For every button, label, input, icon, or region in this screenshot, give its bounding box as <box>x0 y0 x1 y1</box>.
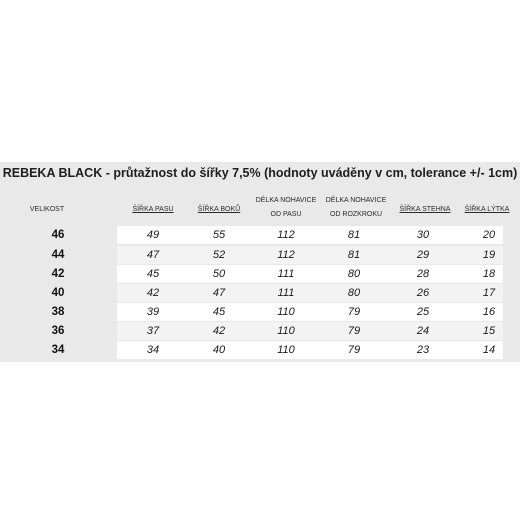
sirka-boku-cell: 45 <box>212 306 226 318</box>
table-row <box>0 246 520 264</box>
header-delka-od-rozkroku <box>316 196 396 219</box>
delka-od-pasu-cell: 111 <box>277 268 295 280</box>
header-sirka-pasu <box>118 205 188 214</box>
delka-od-rozkroku-cell: 80 <box>347 268 361 280</box>
delka-od-pasu-cell: 111 <box>277 287 295 299</box>
sirka-pasu-cell: 37 <box>146 325 160 337</box>
delka-od-rozkroku-cell: 79 <box>347 306 361 318</box>
sirka-lytka-cell: 20 <box>482 229 496 241</box>
delka-od-pasu-cell: 110 <box>277 306 295 318</box>
delka-od-rozkroku-cell: 79 <box>347 325 361 337</box>
size-cell: 34 <box>51 344 65 356</box>
header-delka-od-pasu-line2: OD PASU <box>270 211 302 218</box>
header-sirka-pasu-label: ŠÍŘKA PASU <box>132 206 174 213</box>
header-velikost <box>22 205 72 214</box>
sirka-pasu-cell: 47 <box>146 249 160 261</box>
sirka-boku-cell: 52 <box>212 249 226 261</box>
sirka-stehna-cell: 30 <box>416 229 430 241</box>
header-sirka-boku-label: ŠÍŘKA BOKŮ <box>197 206 241 213</box>
size-cell: 46 <box>51 229 65 241</box>
header-sirka-stehna-label: ŠÍŘKA STEHNA <box>399 206 451 213</box>
delka-od-pasu-cell: 110 <box>277 344 295 356</box>
delka-od-pasu-cell: 112 <box>277 249 295 261</box>
header-delka-od-rozkroku-line2: OD ROZKROKU <box>329 211 383 218</box>
sirka-pasu-cell: 34 <box>146 344 160 356</box>
sirka-stehna-cell: 25 <box>416 306 430 318</box>
size-cell: 42 <box>51 268 65 280</box>
sirka-boku-cell: 47 <box>212 287 226 299</box>
table-row <box>0 322 520 340</box>
sirka-lytka-cell: 17 <box>482 287 496 299</box>
sirka-boku-cell: 55 <box>212 229 226 241</box>
sirka-pasu-cell: 49 <box>146 229 160 241</box>
delka-od-pasu-cell: 112 <box>277 229 295 241</box>
sirka-pasu-cell: 42 <box>146 287 160 299</box>
delka-od-rozkroku-cell: 80 <box>347 287 361 299</box>
table-row <box>0 226 520 244</box>
table-title: REBEKA BLACK - průtažnost do šířky 7,5% (hodnoty uváděny v cm, tolerance +/- 1cm) <box>2 166 518 180</box>
header-velikost-label: VELIKOST <box>29 206 65 213</box>
sirka-lytka-cell: 18 <box>482 268 496 280</box>
header-sirka-lytka-label: ŠÍŘKA LÝTKA <box>464 206 510 213</box>
sirka-lytka-cell: 16 <box>482 306 496 318</box>
header-delka-od-rozkroku-line1: DÉLKA NOHAVICE <box>325 197 387 204</box>
size-cell: 40 <box>51 287 65 299</box>
header-sirka-lytka <box>452 205 520 214</box>
size-cell: 38 <box>51 306 65 318</box>
delka-od-rozkroku-cell: 81 <box>347 249 361 261</box>
header-delka-od-pasu <box>246 196 326 219</box>
delka-od-rozkroku-cell: 79 <box>347 344 361 356</box>
sirka-boku-cell: 40 <box>212 344 226 356</box>
size-cell: 44 <box>51 249 65 261</box>
sirka-pasu-cell: 45 <box>146 268 160 280</box>
sirka-stehna-cell: 29 <box>416 249 430 261</box>
table-row <box>0 265 520 283</box>
table-row <box>0 303 520 321</box>
header-delka-od-pasu-line1: DÉLKA NOHAVICE <box>255 197 317 204</box>
sirka-stehna-cell: 23 <box>416 344 430 356</box>
sirka-boku-cell: 42 <box>212 325 226 337</box>
delka-od-pasu-cell: 110 <box>277 325 295 337</box>
sirka-lytka-cell: 19 <box>482 249 496 261</box>
sirka-pasu-cell: 39 <box>146 306 160 318</box>
sirka-lytka-cell: 14 <box>482 344 496 356</box>
sirka-stehna-cell: 26 <box>416 287 430 299</box>
table-row <box>0 284 520 302</box>
table-row <box>0 341 520 359</box>
sirka-lytka-cell: 15 <box>482 325 496 337</box>
sirka-boku-cell: 50 <box>212 268 226 280</box>
size-cell: 36 <box>51 325 65 337</box>
sirka-stehna-cell: 28 <box>416 268 430 280</box>
delka-od-rozkroku-cell: 81 <box>347 229 361 241</box>
sirka-stehna-cell: 24 <box>416 325 430 337</box>
header-sirka-boku <box>184 205 254 214</box>
